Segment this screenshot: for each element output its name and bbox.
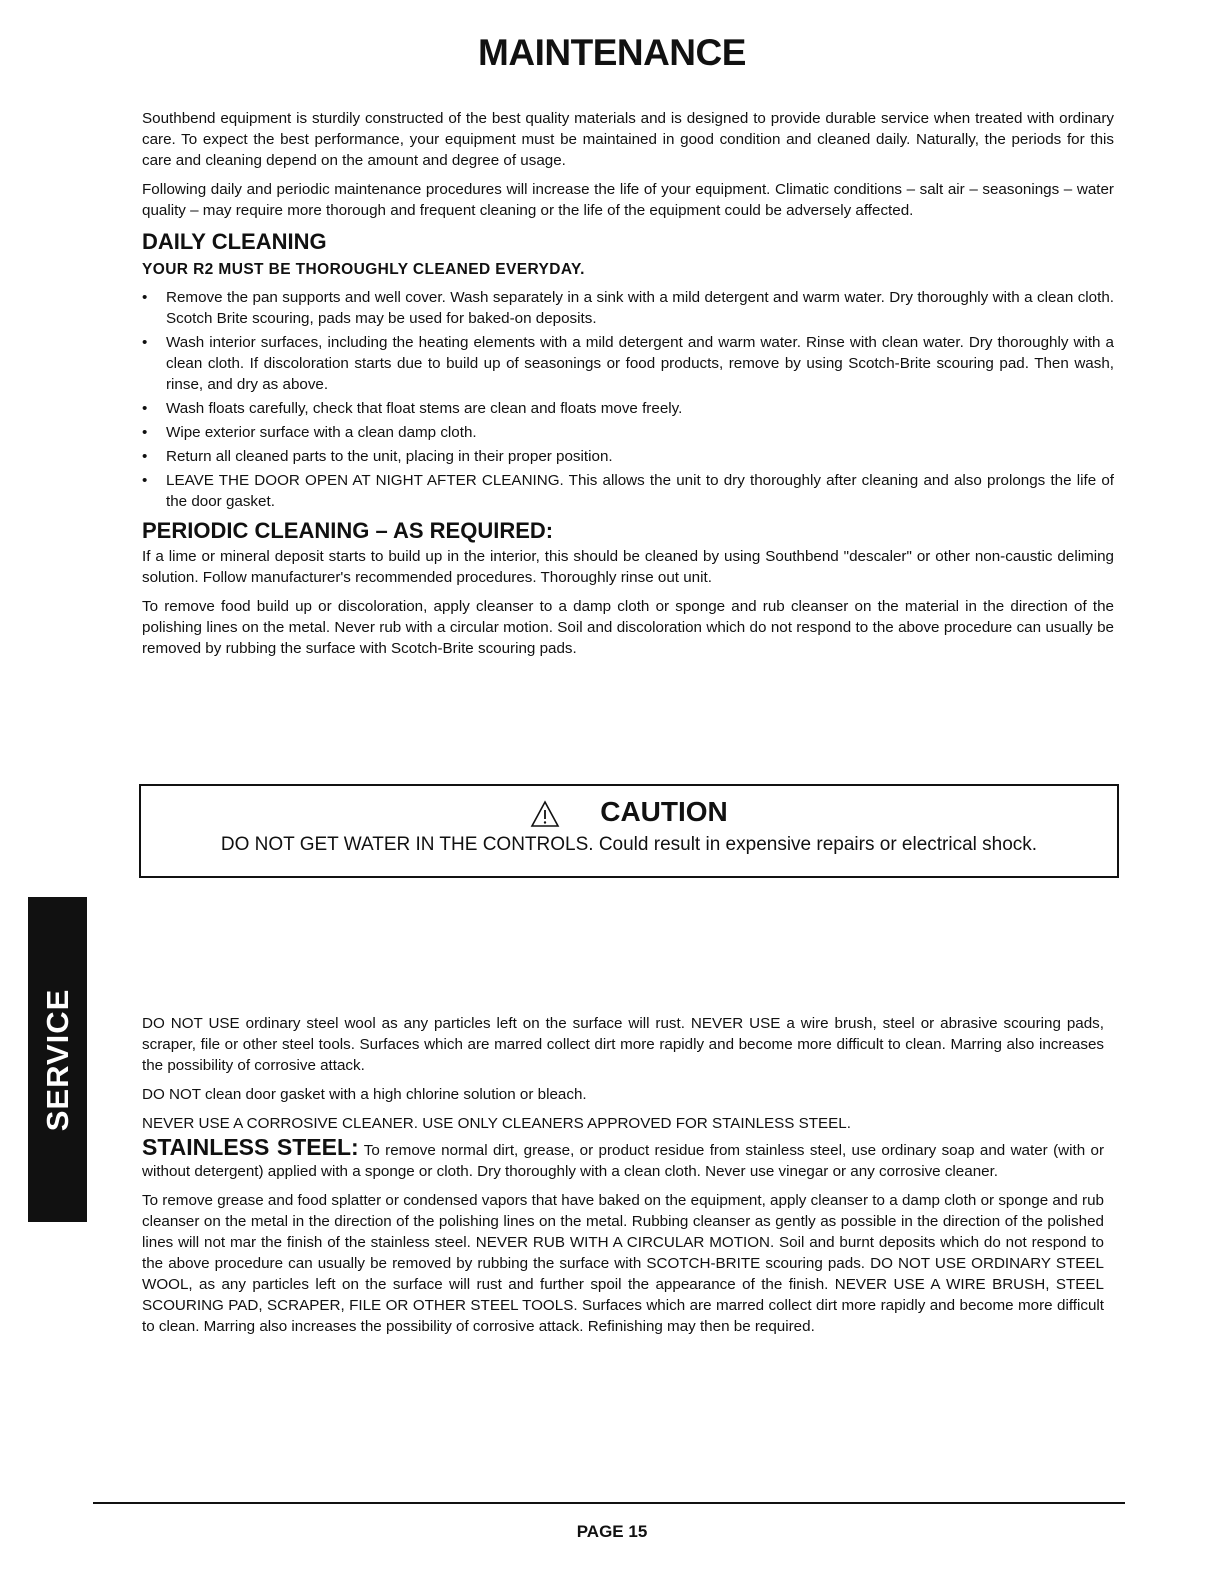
stainless-steel-paragraph <box>142 1134 1105 1182</box>
list-item <box>142 287 1114 329</box>
periodic-paragraph-1: If a lime or mineral deposit starts to build up in the interior, this should be cleaned by using Southbend "descaler" or other non-caustic deliming solution. Follow manufacturer's recommended procedures. Thoroughly rinse out unit. <box>142 548 1114 586</box>
stainless-steel-detail-paragraph: To remove grease and food splatter or condensed vapors that have baked on the equipment, apply cleanser to a damp cloth or sponge and rub cleanser on the metal in the direction of the polishing lines on the metal. Rubbing cleanser as gently as possible in the direction of the polished lines will not mar the finish of the stainless steel. NEVER RUB WITH A CIRCULAR MOTION. Soil and burnt deposits which do not respond to the above procedure can usually be removed by rubbing the surface with SCOTCH-BRITE scouring pads. DO NOT USE ORDINARY STEEL WOOL, as any particles left on the surface will rust and further spoil the appearance of the finish. NEVER USE A WIRE BRUSH, STEEL SCOURING PAD, SCRAPER, FILE OR OTHER STEEL TOOLS. Surfaces which are marred collect dirt more rapidly and become more difficult to clean. Marring also increases the possibility of corrosive attack. Refinishing may then be required. <box>142 1192 1104 1335</box>
intro-paragraph-1: Southbend equipment is sturdily constructed of the best quality materials and is designed to provide durable service when treated with ordinary care. To expect the best performance, your equipment must be maintained in good condition and cleaned daily. Naturally, the periods for this care and cleaning depend on the amount and degree of usage. <box>142 110 1114 169</box>
top-section <box>142 108 1114 659</box>
bullet-glyph: • <box>142 448 148 465</box>
bullet-glyph: • <box>142 289 148 306</box>
periodic-cleaning-heading: PERIODIC CLEANING – AS REQUIRED: <box>142 518 554 543</box>
list-item-text: LEAVE THE DOOR OPEN AT NIGHT AFTER CLEANING. This allows the unit to dry thoroughly after cleaning and also prolongs the life of the door gasket. <box>166 472 1114 510</box>
list-item <box>142 422 1114 443</box>
footer-rule <box>93 1502 1125 1504</box>
caution-heading: CAUTION <box>600 796 728 827</box>
side-tab-label: SERVICE <box>39 988 75 1131</box>
warning-paragraph-3: NEVER USE A CORROSIVE CLEANER. USE ONLY CLEANERS APPROVED FOR STAINLESS STEEL. <box>142 1115 851 1132</box>
list-item <box>142 470 1114 512</box>
daily-cleaning-subheading: YOUR R2 MUST BE THOROUGHLY CLEANED EVERYDAY. <box>142 261 585 278</box>
service-side-tab <box>28 897 87 1222</box>
intro-paragraph-2: Following daily and periodic maintenance procedures will increase the life of your equipment. Climatic conditions – salt air – seasonings – water quality – may require more thorough and frequent cleaning or the life of the equipment could be adversely affected. <box>142 181 1114 219</box>
bullet-glyph: • <box>142 334 148 351</box>
list-item <box>142 398 1114 419</box>
stainless-steel-lead-text: To remove normal dirt, grease, or product residue from stainless steel, use ordinary soap and water (with or without detergent) applied with a sponge or cloth. Dry thoroughly with a clean cloth. Never use vinegar or any corrosive cleaner. <box>142 1142 1105 1180</box>
list-item-text: Wash interior surfaces, including the heating elements with a mild detergent and warm water. Rinse with clean water. Dry thoroughly with a clean cloth. If discoloration starts due to build up of seasonings or food products, remove by using Scotch-Brite scouring pad. Then wash, rinse, and dry as above. <box>166 334 1114 393</box>
stainless-steel-heading: STAINLESS STEEL: <box>142 1134 359 1160</box>
list-item-text: Wash floats carefully, check that float stems are clean and floats move freely. <box>166 400 683 417</box>
page-number: PAGE 15 <box>576 1522 648 1541</box>
bottom-section <box>142 1013 1104 1337</box>
caution-header <box>141 792 1117 832</box>
list-item <box>142 446 1114 467</box>
list-item-text: Remove the pan supports and well cover. Wash separately in a sink with a mild detergent and warm water. Dry thoroughly with a clean cloth. Scotch Brite scouring, pads may be used for baked-on deposits. <box>166 289 1114 327</box>
caution-box <box>139 784 1119 878</box>
periodic-paragraph-2: To remove food build up or discoloration, apply cleanser to a damp cloth or sponge and rub cleanser on the material in the direction of the polishing lines on the metal. Never rub with a circular motion. Soil and discoloration which do not respond to the above procedure can usually be removed by rubbing the surface with Scotch-Brite scouring pads. <box>142 598 1114 657</box>
bullet-glyph: • <box>142 424 148 441</box>
list-item <box>142 332 1114 395</box>
daily-cleaning-heading: DAILY CLEANING <box>142 229 327 254</box>
page-title: MAINTENANCE <box>478 32 746 73</box>
list-item-text: Return all cleaned parts to the unit, placing in their proper position. <box>166 448 613 465</box>
warning-triangle-icon <box>530 800 560 828</box>
daily-cleaning-list <box>142 287 1114 512</box>
list-item-text: Wipe exterior surface with a clean damp cloth. <box>166 424 477 441</box>
caution-text: DO NOT GET WATER IN THE CONTROLS. Could result in expensive repairs or electrical shock. <box>220 834 1038 855</box>
bullet-glyph: • <box>142 472 148 489</box>
bullet-glyph: • <box>142 400 148 417</box>
warning-paragraph-1: DO NOT USE ordinary steel wool as any particles left on the surface will rust. NEVER USE a wire brush, steel or abrasive scouring pads, scraper, file or other steel tools. Surfaces which are marred collect dirt more rapidly and become more difficult to clean. Marring also increases the possibility of corrosive attack. <box>142 1015 1104 1074</box>
warning-paragraph-2: DO NOT clean door gasket with a high chlorine solution or bleach. <box>142 1086 587 1103</box>
